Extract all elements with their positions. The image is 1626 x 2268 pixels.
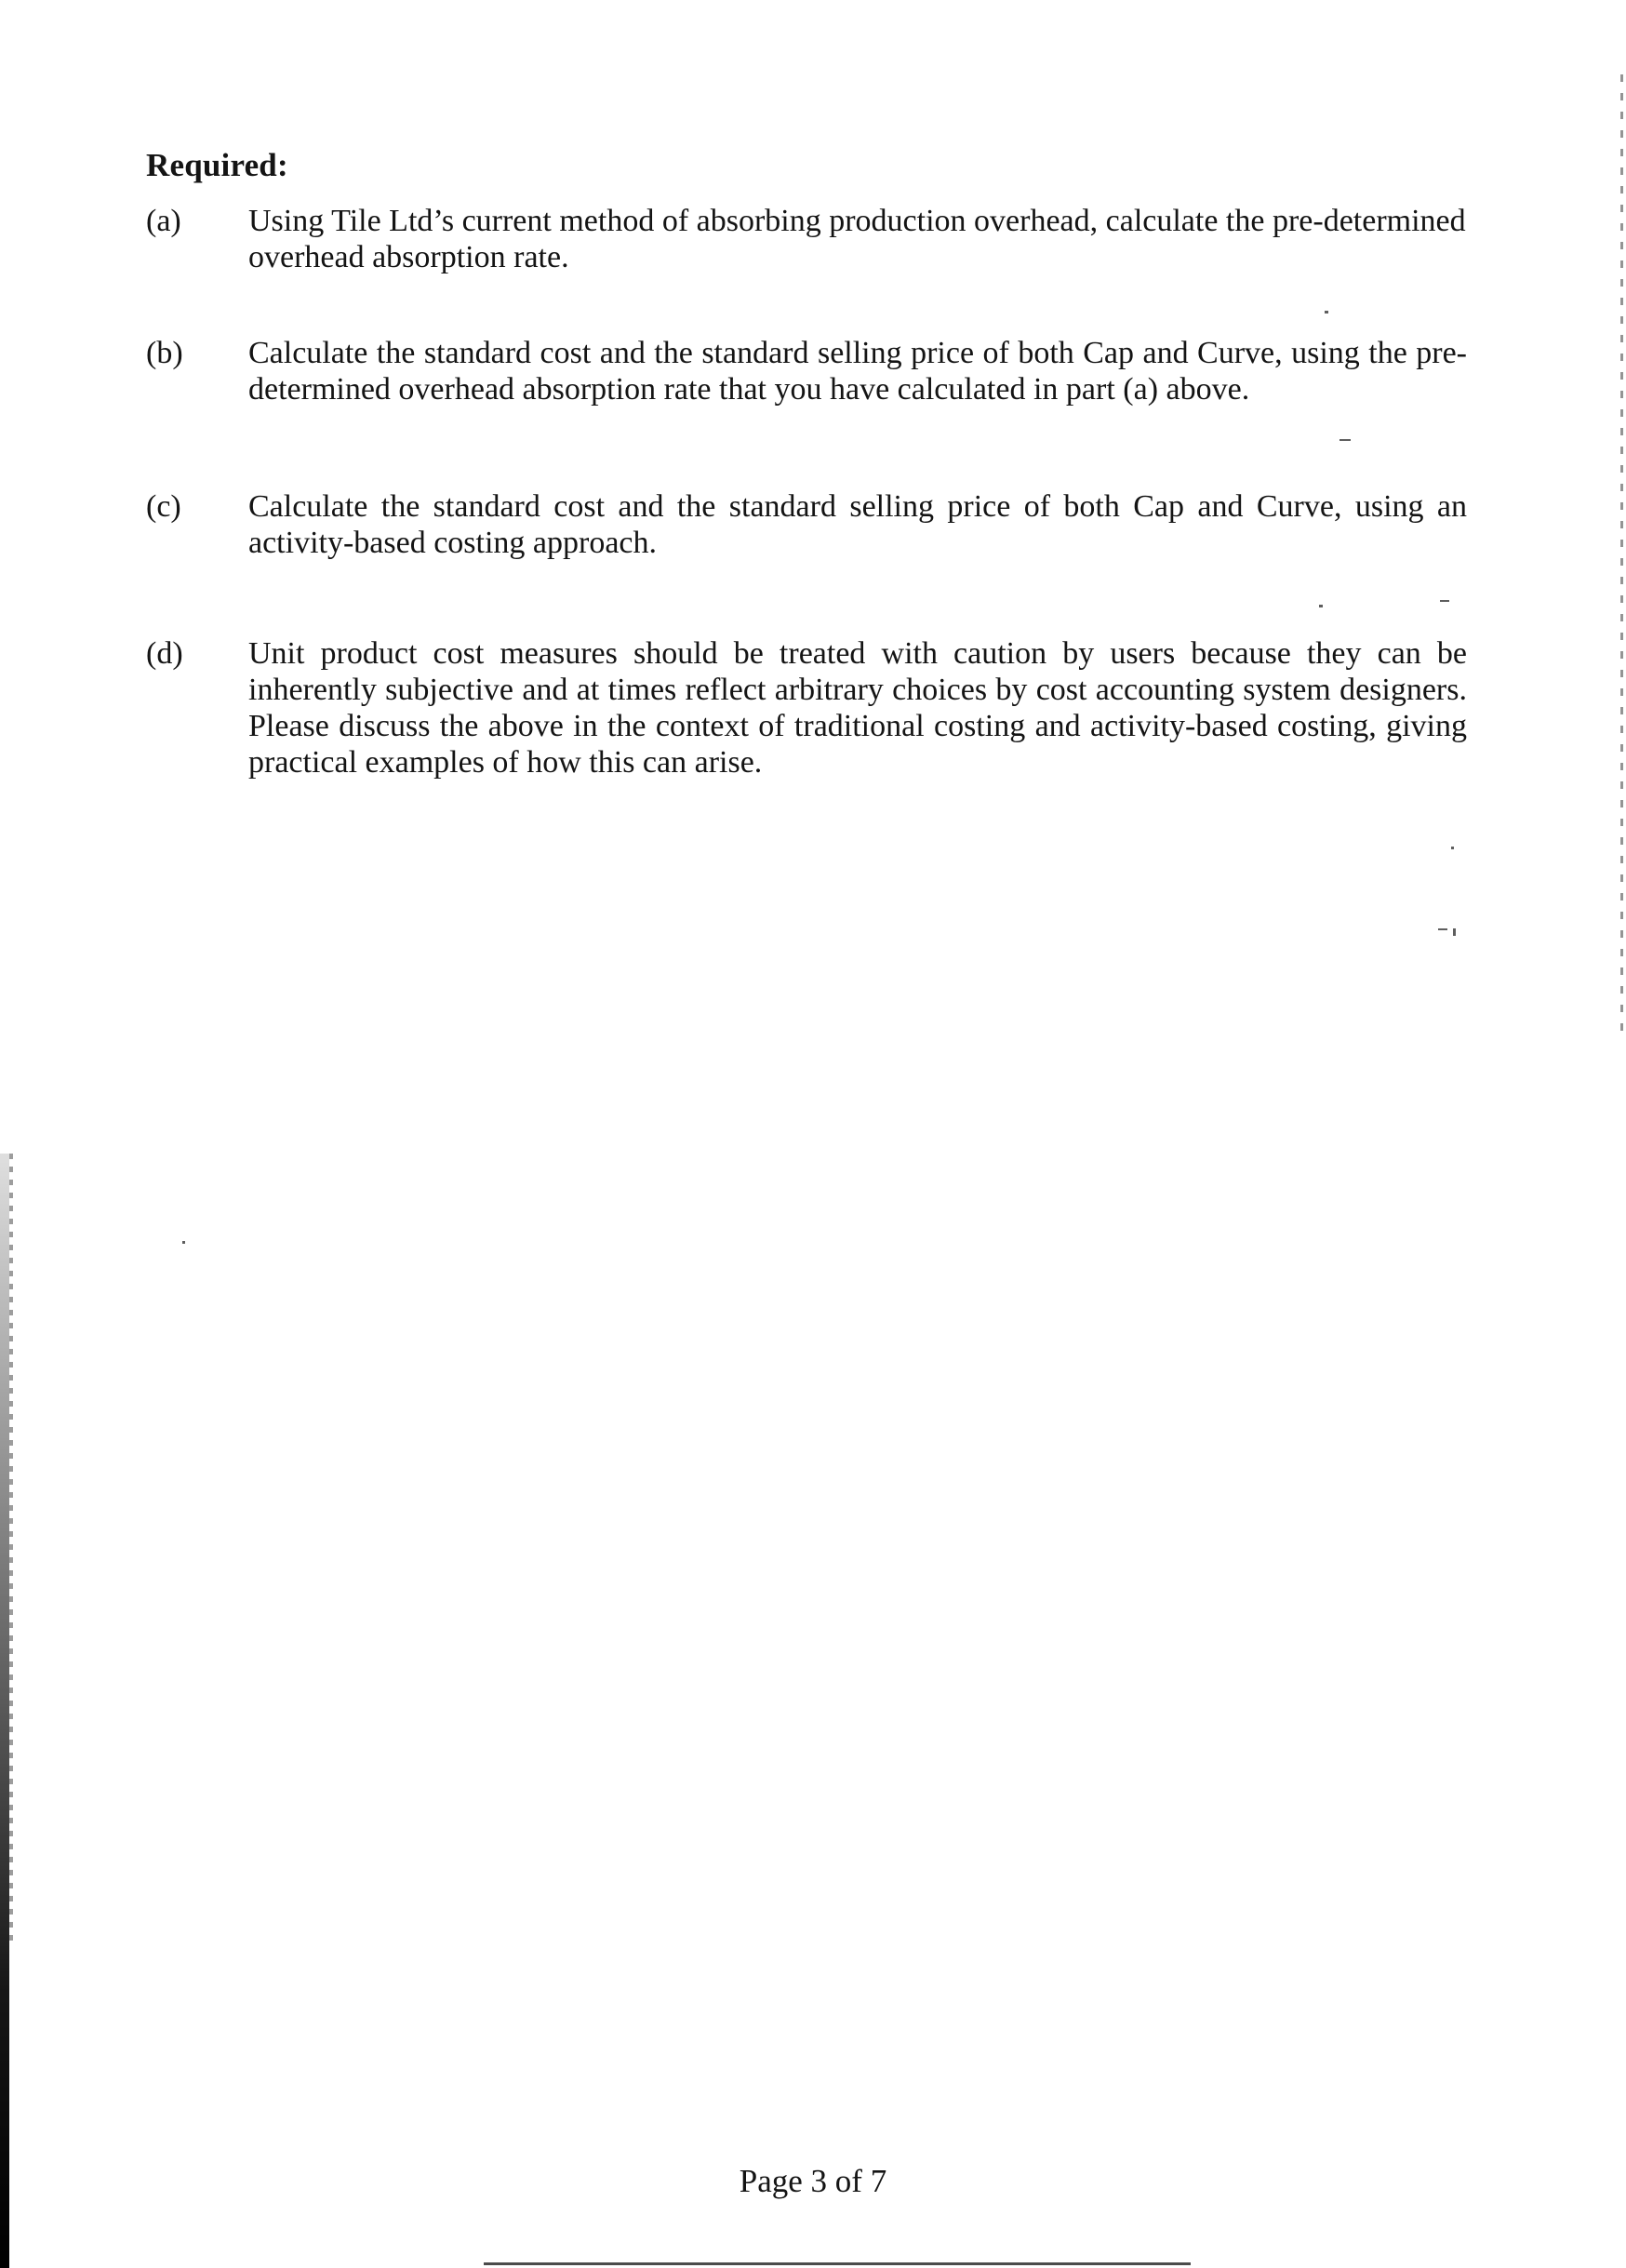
- question-text: Calculate the standard cost and the standard selling price of both Cap and Curve, using an activity-based costing approach.: [248, 489, 1467, 560]
- question-text: Calculate the standard cost and the standard selling price of both Cap and Curve, using the pre-determined overhead absorption rate that you have calculated in part (a) above.: [248, 336, 1467, 407]
- scan-speck: [182, 1241, 185, 1244]
- section-heading: Required:: [146, 147, 288, 183]
- scan-edge-dashes-left: [9, 1154, 13, 1944]
- question-text: Unit product cost measures should be treated with caution by users because they can be inherently subjective and at times reflect arbitrary choices by cost accounting system designers. Please discuss the above in the context of traditional costing and activity-based costing, giving practical examples of how this can arise.: [248, 636, 1467, 780]
- question-label: (c): [146, 489, 181, 524]
- scan-speck: [1339, 439, 1351, 441]
- scan-speck: [1451, 847, 1454, 849]
- question-text: Using Tile Ltd’s current method of absorbing production overhead, calculate the pre-determined overhead absorption rate.: [248, 204, 1466, 274]
- scan-speck: [1325, 311, 1328, 314]
- scan-speck: [1438, 928, 1447, 930]
- scan-edge-bottom-line: [484, 2262, 1191, 2265]
- question-label: (b): [146, 336, 183, 370]
- scan-speck: [1440, 600, 1449, 602]
- scan-edge-shadow-left: [0, 1154, 9, 2268]
- scan-speck: [1319, 605, 1323, 607]
- page-number: Page 3 of 7: [739, 2163, 887, 2199]
- scan-edge-dashes-right: [1620, 74, 1623, 1042]
- scan-speck: [1453, 928, 1456, 936]
- question-label: (d): [146, 636, 183, 671]
- question-label: (a): [146, 204, 181, 238]
